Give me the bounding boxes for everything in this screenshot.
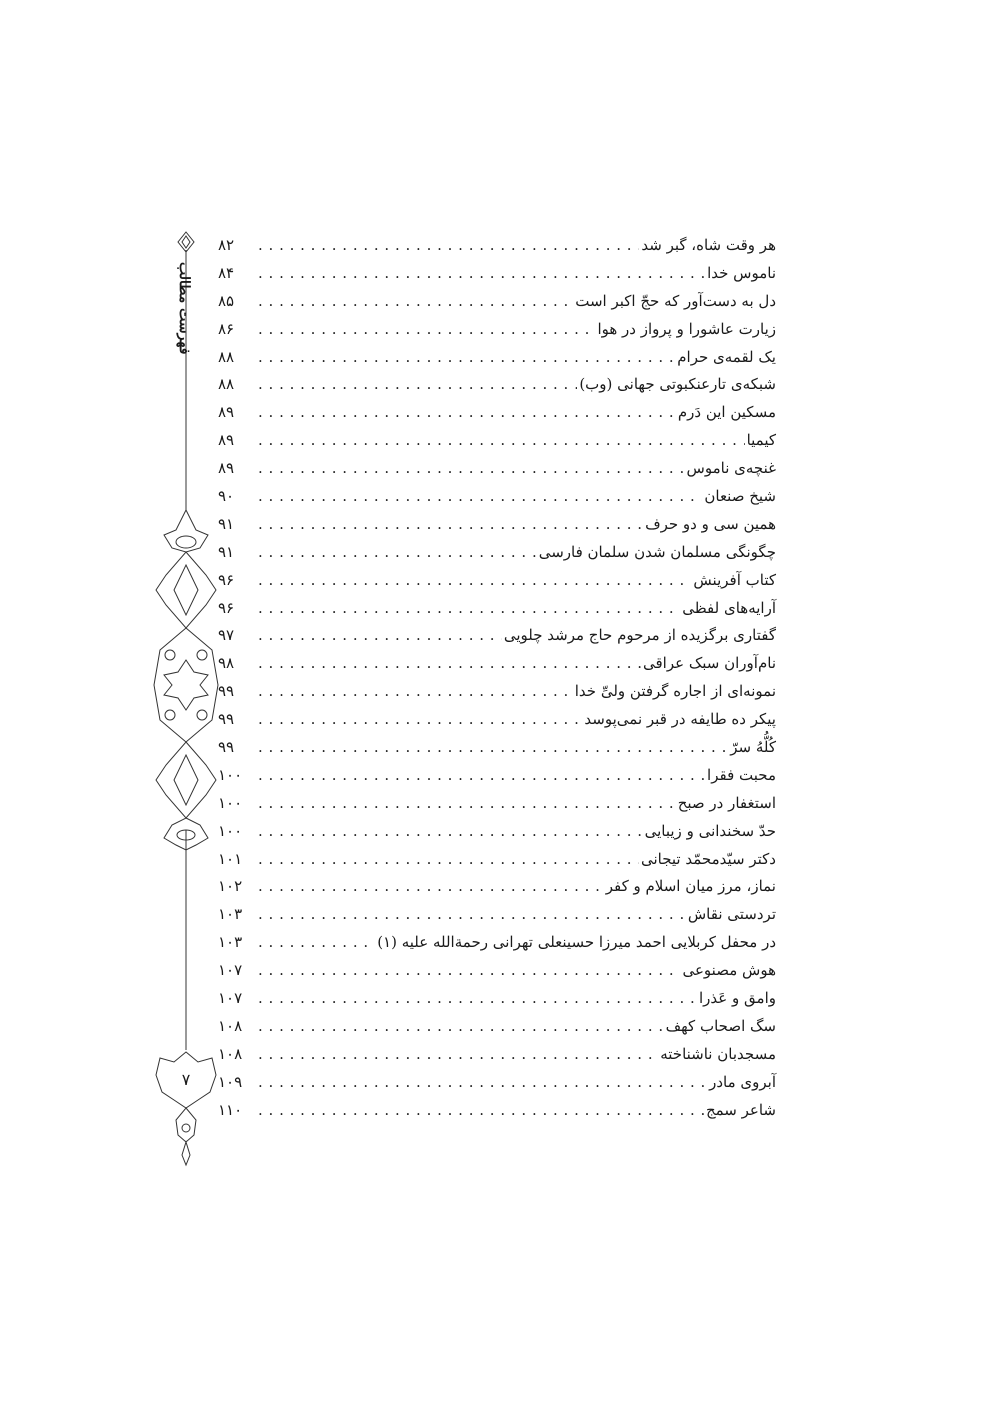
toc-entry[interactable] — [218, 650, 776, 678]
dot-leader — [258, 678, 573, 706]
toc-entry-page: ۹۱ — [218, 514, 235, 533]
toc-entry-title: نماز، مرز میان اسلام و کفر — [605, 877, 776, 896]
dot-leader — [258, 511, 643, 539]
toc-entry-page: ۹۶ — [218, 598, 235, 617]
toc-entry-title: دل به دست‌آور که حجّ اکبر است — [575, 291, 776, 310]
toc-entry-title: استغفار در صبح — [677, 793, 776, 812]
dot-leader — [258, 483, 702, 511]
toc-entry[interactable] — [218, 734, 776, 762]
toc-entry-title: مسجدبان ناشناخته — [660, 1044, 776, 1063]
toc-entry-title: کیمیا — [746, 431, 776, 450]
dot-leader — [258, 316, 595, 344]
toc-entry[interactable] — [218, 957, 776, 985]
dot-leader — [258, 873, 604, 901]
dot-leader — [258, 706, 582, 734]
toc-entry-page: ۱۰۲ — [218, 877, 243, 896]
toc-entry-page: ۸۵ — [218, 291, 235, 310]
toc-entry-title: وامق و عَذرا — [699, 989, 776, 1008]
toc-entry-page: ۱۰۹ — [218, 1072, 243, 1091]
toc-entry-title: کُلُّهُ سرّ — [730, 738, 776, 757]
toc-entry[interactable] — [218, 929, 776, 957]
side-ornament-rule — [150, 230, 222, 1170]
toc-entry-page: ۱۰۸ — [218, 1044, 243, 1063]
dot-leader — [258, 399, 676, 427]
dot-leader — [258, 622, 502, 650]
toc-entry-title: هر وقت شاه، گبر شد — [641, 236, 776, 254]
toc-entry-title: در محفل کربلایی احمد میرزا حسینعلی تهرانی رحمةالله علیه (۱) — [377, 933, 776, 952]
dot-leader — [258, 344, 675, 372]
toc-entry-title: یک لقمه‌ی حرام — [677, 347, 776, 366]
toc-entry-title: تردستی نقاش — [687, 905, 776, 924]
toc-entry-page: ۱۰۰ — [218, 793, 243, 812]
toc-entry-page: ۸۸ — [218, 375, 235, 394]
toc-entry[interactable] — [218, 846, 776, 874]
dot-leader — [258, 790, 676, 818]
toc-entry[interactable] — [218, 427, 776, 455]
toc-entry-title: غنچه‌ی ناموس — [686, 459, 776, 478]
toc-entry-page: ۱۱۰ — [218, 1100, 243, 1119]
dot-leader — [258, 427, 745, 455]
section-title-vertical: فهرست مطالب — [176, 261, 192, 355]
toc-entry-title: همین سی و دو حرف — [645, 514, 776, 533]
toc-entry-page: ۸۴ — [218, 263, 235, 282]
table-of-contents — [218, 232, 776, 1125]
toc-entry[interactable] — [218, 678, 776, 706]
toc-entry[interactable] — [218, 818, 776, 846]
toc-entry-page: ۹۹ — [218, 738, 235, 757]
toc-entry[interactable] — [218, 1097, 776, 1125]
toc-entry[interactable] — [218, 595, 776, 623]
toc-entry-page: ۹۹ — [218, 710, 235, 729]
toc-entry-title: دکتر سیّدمحمّد تیجانی — [640, 849, 776, 868]
toc-entry-title: مسکین این دَرم — [677, 403, 776, 422]
toc-entry-page: ۱۰۷ — [218, 989, 243, 1008]
toc-entry[interactable] — [218, 288, 776, 316]
dot-leader — [258, 288, 573, 316]
toc-entry-page: ۸۸ — [218, 347, 235, 366]
toc-entry-title: زیارت عاشورا و پرواز در هوا — [597, 319, 776, 338]
toc-entry-title: حدّ سخندانی و زیبایی — [644, 821, 776, 840]
dot-leader — [258, 985, 697, 1013]
toc-entry-title: شیخ صنعان — [704, 487, 776, 506]
toc-entry[interactable] — [218, 483, 776, 511]
toc-entry-page: ۸۶ — [218, 319, 235, 338]
toc-entry[interactable] — [218, 706, 776, 734]
toc-entry-title: محبت فقرا — [707, 765, 776, 784]
toc-entry-page: ۹۰ — [218, 487, 235, 506]
toc-entry-title: ناموس خدا — [707, 263, 776, 282]
toc-entry-page: ۱۰۳ — [218, 905, 243, 924]
toc-entry[interactable] — [218, 511, 776, 539]
toc-entry-page: ۱۰۸ — [218, 1016, 243, 1035]
toc-entry-title: هوش مصنوعی — [682, 961, 776, 980]
toc-entry[interactable] — [218, 985, 776, 1013]
dot-leader — [258, 567, 691, 595]
page-number: ۷ — [181, 1070, 191, 1089]
toc-entry-page: ۹۶ — [218, 570, 235, 589]
dot-leader — [258, 595, 680, 623]
toc-entry-title: شاعر سمج — [705, 1100, 776, 1119]
toc-entry-title: سگ اصحاب کهف — [665, 1016, 776, 1035]
dot-leader — [258, 232, 639, 260]
dot-leader — [258, 371, 577, 399]
toc-entry-page: ۹۷ — [218, 626, 235, 645]
toc-entry-page: ۱۰۷ — [218, 961, 243, 980]
dot-leader — [258, 734, 728, 762]
dot-leader — [258, 1097, 704, 1125]
toc-entry-title: نمونه‌ای از اجاره گرفتن ولیِّ خدا — [574, 682, 776, 701]
dot-leader — [258, 957, 680, 985]
page-number-frame-ornament — [156, 1052, 216, 1165]
toc-entry-page: ۸۲ — [218, 236, 235, 254]
toc-entry[interactable] — [218, 455, 776, 483]
toc-entry[interactable] — [218, 873, 776, 901]
toc-entry-title: آبروی مادر — [709, 1072, 776, 1091]
dot-leader — [258, 260, 705, 288]
toc-entry[interactable] — [218, 344, 776, 372]
toc-entry-title: کتاب آفرینش — [693, 570, 776, 589]
toc-entry[interactable] — [218, 1041, 776, 1069]
toc-entry-title: چگونگی مسلمان شدن سلمان فارسی — [538, 542, 776, 561]
toc-entry-title: آرایه‌های لفظی — [682, 598, 776, 617]
dot-leader — [258, 762, 705, 790]
toc-entry-title: نام‌آوران سبک عراقی — [643, 654, 776, 673]
toc-entry-page: ۱۰۰ — [218, 765, 243, 784]
toc-entry[interactable] — [218, 316, 776, 344]
dot-leader — [258, 846, 639, 874]
toc-entry-page: ۸۹ — [218, 459, 235, 478]
dot-leader — [258, 1013, 664, 1041]
toc-entry-title: شبکه‌ی تارعنکبوتی جهانی (وب) — [579, 375, 776, 394]
toc-entry-page: ۸۹ — [218, 403, 235, 422]
toc-entry[interactable] — [218, 567, 776, 595]
toc-entry[interactable] — [218, 232, 776, 260]
dot-leader — [258, 901, 686, 929]
dot-leader — [258, 650, 641, 678]
central-arabesque-ornament — [154, 510, 218, 850]
toc-entry[interactable] — [218, 260, 776, 288]
dot-leader — [258, 1069, 707, 1097]
toc-entry-title: گفتاری برگزیده از مرحوم حاج مرشد چلویی — [503, 626, 776, 645]
toc-entry-page: ۱۰۳ — [218, 933, 243, 952]
toc-entry-title: پیکر ده طایفه در قبر نمی‌پوسد — [584, 710, 776, 729]
toc-entry-page: ۱۰۱ — [218, 849, 243, 868]
toc-entry-page: ۹۹ — [218, 682, 235, 701]
toc-entry-page: ۹۱ — [218, 542, 235, 561]
dot-leader — [258, 1041, 658, 1069]
dot-leader — [258, 455, 685, 483]
toc-entry[interactable] — [218, 539, 776, 567]
dot-leader — [258, 539, 537, 567]
toc-entry-page: ۸۹ — [218, 431, 235, 450]
toc-entry[interactable] — [218, 901, 776, 929]
toc-entry[interactable] — [218, 399, 776, 427]
toc-entry[interactable] — [218, 1013, 776, 1041]
toc-entry[interactable] — [218, 790, 776, 818]
dot-leader — [258, 818, 643, 846]
toc-entry-page: ۹۸ — [218, 654, 235, 673]
dot-leader — [258, 929, 375, 957]
toc-entry[interactable] — [218, 371, 776, 399]
toc-entry-page: ۱۰۰ — [218, 821, 243, 840]
toc-entry[interactable] — [218, 1069, 776, 1097]
toc-entry[interactable] — [218, 622, 776, 650]
toc-entry[interactable] — [218, 762, 776, 790]
